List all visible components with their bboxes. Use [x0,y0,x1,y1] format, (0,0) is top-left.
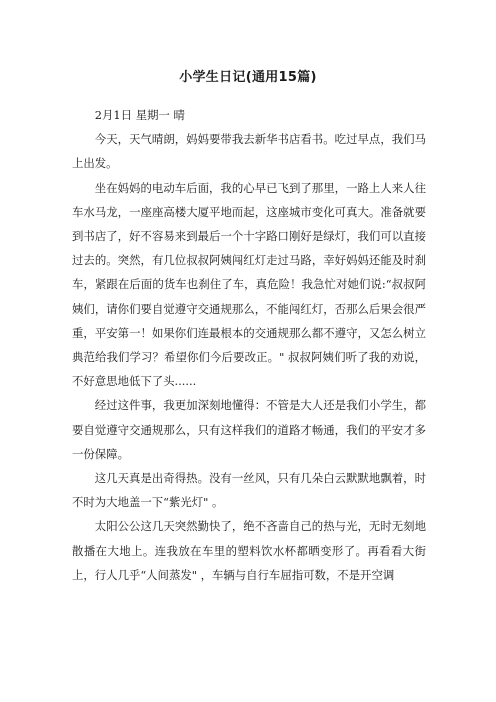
date-line: 2月1日 星期一 晴 [94,108,185,122]
paragraph: 今天，天气晴朗，妈妈要带我去新华书店看书。吃过早点，我们马上出发。 [72,132,426,171]
paragraph: 这几天真是出奇得热。没有一丝风，只有几朵白云默默地飘着，时不时为大地盖一下“紫光灯" 。 [72,471,426,510]
paragraph: 坐在妈妈的电动车后面，我的心早已飞到了那里，一路上人来人往车水马龙，一座座高楼大厦平地而起，这座城市变化可真大。准备就要到书店了，好不容易来到最后一个十字路口刚好是绿灯，我们可以直接过去的。突然，有几位叔叔阿姨闯红灯走过马路，幸好妈妈还能及时刹车，紧跟在后面的货车也刹住了车，真危险！我急忙对她们说:“叔叔阿姨们，请你们要自觉遵守交通规那么，不能闯红灯，否那么后果会很严重，平安第一！如果你们连最根本的交通规那么都不遵守，又怎么树立典范给我们学习？希望你们今后要改正。" 叔叔阿姨们听了我的劝说，不好意思地低下了头...... [72,180,426,389]
paragraph: 太阳公公这几天突然勤快了，绝不吝啬自己的热与光，无时无刻地散播在大地上。连我放在车里的塑料饮水杯都晒变形了。再看看大街上，行人几乎“人间蒸发" ，车辆与自行车屈指可数，不是开空调 [72,519,426,582]
paragraph: 经过这件事，我更加深刻地懂得：不管是大人还是我们小学生，都要自觉遵守交通规那么，只有这样我们的道路才畅通，我们的平安才多一份保障。 [72,398,426,461]
document-title: 小学生日记(通用15篇) [179,70,317,85]
document-body [72,103,426,587]
